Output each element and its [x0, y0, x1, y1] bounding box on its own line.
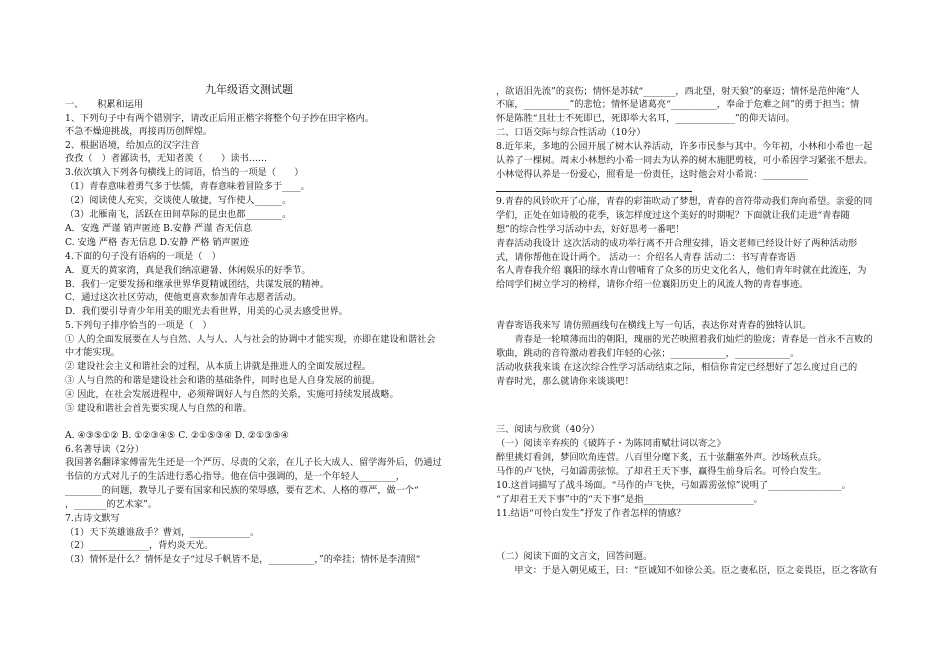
- left-text-line: 6.名著导读（2分）: [65, 444, 144, 455]
- right-text-line: 马作的卢飞快，弓如霹雳弦惊。了却君王天下事，赢得生前身后名。可怜白发生。: [496, 466, 827, 477]
- left-text-line: （3）情怀是什么？情怀是女子“过尽千帆皆不是，__________，”的牵挂；情怀是李清照“: [65, 554, 421, 565]
- left-text-line: （2）_____________，背灼炎天光。: [65, 540, 214, 551]
- right-text-line: 8.近年来，多地的公园开展了树木认养活动，许多市民参与其中。今年初，小林和小希也一起: [496, 141, 873, 152]
- exam-title: 九年级语文测试题: [205, 83, 293, 96]
- right-text-line: 甲文：于是入朝见威王，曰：“臣诚知不如徐公美。臣之妻私臣，臣之妾畏臣，臣之客欲有: [496, 565, 878, 576]
- right-text-line: 活动收获我来谈 在这次综合性学习活动结束之际，相信你肯定已经想好了怎么度过自己的: [496, 362, 858, 373]
- left-text-line: ① 人的全面发展要在人与自然、人与人、人与社会的协调中才能实现，亦即在建设和谐社会: [65, 334, 436, 345]
- left-text-line: 一、 积累和运用: [65, 99, 144, 110]
- left-text-line: 7.古诗文默写: [65, 513, 120, 524]
- right-text-line: 式，请你帮他在设计两个。 活动一：介绍名人青春 活动二：书写青春寄语: [496, 252, 796, 263]
- right-text-line: 醉里挑灯看剑，梦回吹角连营。八百里分麾下炙，五十弦翻塞外声。沙场秋点兵。: [496, 452, 827, 463]
- left-text-line: A. ④③⑤①② B. ①②③④⑤ C. ②①⑤③④ D. ②①③⑤④: [65, 430, 289, 441]
- right-text-line: “了却君王天下事”中的“天下事”是指________________________。: [496, 494, 763, 505]
- right-text-line: 青春是一轮喷薄而出的朝阳，瑰丽的光芒映照着我们灿烂的脸庞；青春是一首永不言败的: [496, 334, 873, 345]
- right-text-line: 11.结语“可怜白发生”抒发了作者怎样的情感？: [496, 508, 686, 519]
- right-text-line: 名人青春我介绍 襄阳的绿水青山曾哺育了众多的历史文化名人，他们青年时就在此流连，为: [496, 265, 867, 276]
- right-text-line: 青春时光，那么就请你来谈谈吧！: [496, 376, 634, 387]
- left-text-line: 2、根据语境，给加点的汉字注音: [65, 140, 200, 151]
- left-text-line: 1、下列句子中有两个错别字，请改正后用正楷字将整个句子抄在田字格内。: [65, 113, 375, 124]
- answer-line-q8: [496, 191, 692, 192]
- left-text-line: C. 安逸 严格 杳无信息 D.安静 严格 销声匿迹: [65, 237, 250, 248]
- left-text-line: ④ 因此，在社会发展进程中，必须辩调好人与自然的关系，实施可持续发展战略。: [65, 389, 399, 400]
- left-text-line: （1）青春意味着勇气多于怯懦，青春意味着冒险多于____。: [65, 181, 310, 192]
- left-text-line: C．通过这次社区劳动，使他更喜欢参加青年志愿者活动。: [65, 292, 302, 303]
- right-text-line: （二）阅读下面的文言文，回答问题。: [496, 551, 653, 562]
- left-text-line: A．夏天的黄家湾，真是我们纳凉避暑、休闲娱乐的好季节。: [65, 265, 311, 276]
- left-text-line: ⑤ 建设和谐社会首先要实现人与自然的和谐。: [65, 403, 252, 414]
- left-text-line: B．我们一定要发扬和继承世界华夏精诚团结，共谋发展的精神。: [65, 279, 330, 290]
- left-text-line: 5.下列句子排序恰当的一项是（ ）: [65, 320, 212, 331]
- left-text-line: （3）北雁南飞，活跃在田间草际的昆虫也都________。: [65, 209, 292, 220]
- right-text-line: 想”的综合性学习活动中去，好好思考一番吧！: [496, 224, 685, 235]
- left-text-line: 我国著名翻译家傅雷先生还是一个严厉、尽责的父亲，在儿子长大成人、留学海外后，仍通过: [65, 457, 442, 468]
- left-text-line: ，_______的艺术家”。: [65, 499, 157, 510]
- left-text-line: ③ 人与自然的和谐是建设社会和谐的基础条件，同时也是人自身发展的前提。: [65, 375, 381, 386]
- left-text-line: 书信的方式对儿子的生活进行悉心指导。他在信中强调的，是一个年轻人________，: [65, 471, 405, 482]
- left-text-line: ② 建设社会主义和谐社会的过程，从本质上讲就是推进人的全面发展过程。: [65, 361, 372, 372]
- left-text-line: 4.下面的句子没有语病的一项是（ ）: [65, 251, 221, 262]
- left-text-line: 孜孜（ ）者鄙读书，无知者羡（ ）读书……: [65, 153, 268, 164]
- right-text-line: （一）阅读辛弃疾的《破阵子・为陈同甫赋壮词以寄之》: [496, 438, 726, 449]
- right-text-line: 三、阅读与欣赏（40分）: [496, 424, 600, 435]
- right-text-line: 10.这首词描写了战斗场面。“马作的卢飞快，弓如霹雳弦惊”说明了________________。: [496, 480, 851, 491]
- left-text-line: ________的问题，教导儿子要有国家和民族的荣辱感，要有艺术、人格的尊严，做一个“: [65, 485, 419, 496]
- right-text-line: 小林觉得认养是一份爱心，照看是一份责任，这时他会对小希说：__________: [496, 169, 809, 180]
- right-text-line: 学们，正处在如诗般的花季，该怎样度过这个美好的时期呢？下面就让我们走进“青春随: [496, 210, 850, 221]
- right-text-line: 青春活动我设计 这次活动的成功举行离不开合理安排，语文老师已经设计好了两种活动形: [496, 238, 858, 249]
- right-text-line: 青春寄语我来写 请仿照画线句在横线上写一句话，表达你对青春的独特认识。: [496, 320, 812, 331]
- right-text-line: 怀是陈胜“且壮士不死即已，死即举大名耳，_____________”的仰天诘问。: [496, 113, 795, 124]
- left-text-line: D．我们要引导青少年用美的眼光去看世界，用美的心灵去感受世界。: [65, 306, 348, 317]
- left-text-line: 不急不燥迎挑战，再接再历创辉煌。: [65, 126, 212, 137]
- left-text-line: 3.依次填入下列各句横线上的词语，恰当的一项是（ ）: [65, 167, 304, 178]
- left-text-line: 中才能实现。: [65, 347, 121, 358]
- right-text-line: 歌曲，跳动的音符激动着我们年轻的心弦；____________，____________。: [496, 348, 800, 359]
- left-text-line: （2）阅读使人充实，交谈使人敏捷，写作使人______。: [65, 195, 292, 206]
- right-text-line: ，欲语泪先流”的哀伤；情怀是苏轼“_______，西北望，射天狼”的豪迈；情怀是范仲淹“人: [496, 86, 860, 97]
- right-text-line: 认养了一棵树。周末小林想约小希一同去为认养的树木施肥剪枝，可小希因学习紧张不想去。: [496, 155, 873, 166]
- right-text-line: 9.青春的风铃吹开了心扉，青春的彩笛吹动了梦想，青春的音符带动我们奔向希望。亲爱的同: [496, 196, 873, 207]
- right-text-line: 不寐，__________”的悲怆；情怀是诸葛亮“__________，奉命于危难之间”的勇于担当；情: [496, 99, 860, 110]
- left-text-line: A．安逸 严谨 销声匿迹 B.安静 严谨 杳无信息: [65, 223, 253, 234]
- right-text-line: 二、口语交际与综合性活动（10分）: [496, 127, 646, 138]
- left-text-line: （1）天下英雄谁敌手？曹刘，_____________。: [65, 527, 260, 538]
- right-text-line: 给同学们树立学习的榜样，请你介绍一位襄阳历史上的风流人物的青春事迹。: [496, 279, 809, 290]
